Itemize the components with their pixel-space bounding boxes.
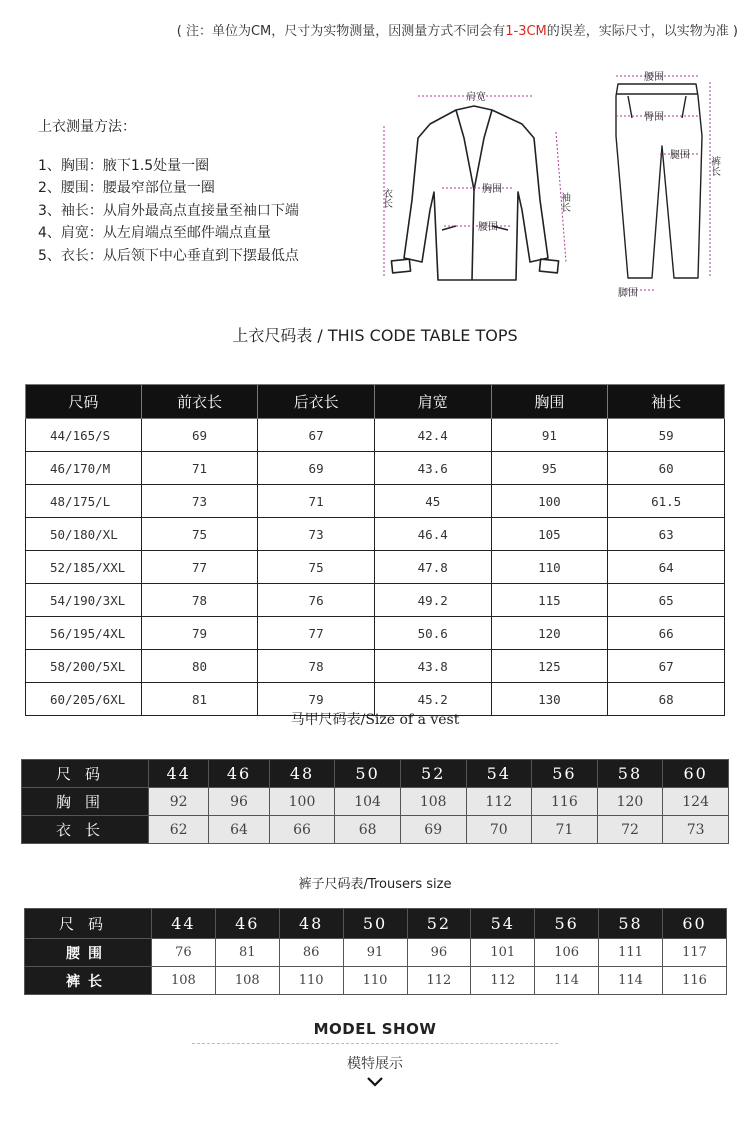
table-cell: 106 (535, 939, 599, 967)
table-row (26, 452, 725, 485)
table-cell: 116 (532, 788, 598, 816)
method-item: 3、袖长：从肩外最高点直接量至袖口下端 (38, 202, 299, 219)
table-cell: 92 (149, 788, 209, 816)
tops-header-cell: 肩宽 (374, 385, 491, 419)
table-cell: 120 (597, 788, 663, 816)
table-cell: 50.6 (374, 617, 491, 650)
measurement-note (0, 20, 738, 39)
table-cell: 68 (335, 816, 401, 844)
model-show-subtitle: 模特展示 (347, 1056, 403, 1072)
table-row (26, 419, 725, 452)
table-cell: 52/185/XXL (26, 551, 142, 584)
table-cell: 58 (597, 760, 663, 788)
table-row (26, 617, 725, 650)
table-cell: 108 (400, 788, 466, 816)
table-cell: 60 (663, 909, 727, 939)
table-cell: 79 (258, 683, 375, 716)
table-cell: 42.4 (374, 419, 491, 452)
pants-label-hip: 臀围 (644, 112, 664, 123)
table-cell: 108 (152, 967, 216, 995)
table-cell: 48/175/L (26, 485, 142, 518)
table-cell: 65 (608, 584, 725, 617)
tops-header-cell: 袖长 (608, 385, 725, 419)
table-cell: 45.2 (374, 683, 491, 716)
table-cell: 67 (608, 650, 725, 683)
table-cell: 78 (258, 650, 375, 683)
table-row (25, 909, 727, 939)
table-cell: 81 (141, 683, 258, 716)
method-item: 5、衣长：从后领下中心垂直到下摆最低点 (38, 247, 299, 264)
tops-table-title: 上衣尺码表 / THIS CODE TABLE TOPS (232, 326, 518, 345)
table-cell: 104 (335, 788, 401, 816)
table-cell: 76 (258, 584, 375, 617)
table-cell: 44 (152, 909, 216, 939)
note-highlight: 1-3CM (505, 24, 547, 39)
table-cell: 46/170/M (26, 452, 142, 485)
table-cell: 130 (491, 683, 608, 716)
table-cell: 61.5 (608, 485, 725, 518)
table-cell: 95 (491, 452, 608, 485)
table-cell: 105 (491, 518, 608, 551)
table-cell: 60 (663, 760, 729, 788)
table-cell: 46 (215, 909, 279, 939)
table-cell: 115 (491, 584, 608, 617)
model-show-title: MODEL SHOW (313, 1020, 437, 1038)
table-cell: 62 (149, 816, 209, 844)
table-cell: 54/190/3XL (26, 584, 142, 617)
jacket-label-sleeve: 袖长 (558, 192, 570, 212)
table-row (26, 485, 725, 518)
method-title: 上衣测量方法： (38, 119, 136, 135)
table-row (22, 760, 729, 788)
table-cell: 48 (269, 760, 335, 788)
table-cell: 71 (532, 816, 598, 844)
table-cell: 112 (471, 967, 535, 995)
table-cell: 117 (663, 939, 727, 967)
table-cell: 79 (141, 617, 258, 650)
table-cell: 50 (335, 760, 401, 788)
table-cell: 100 (491, 485, 608, 518)
table-cell: 71 (141, 452, 258, 485)
table-cell: 52 (407, 909, 471, 939)
table-cell: 64 (608, 551, 725, 584)
table-cell: 69 (258, 452, 375, 485)
pants-label-waist: 腰围 (644, 72, 664, 83)
vest-table-title: 马甲尺码表/Size of a vest (290, 712, 460, 728)
table-row (22, 788, 729, 816)
table-cell: 101 (471, 939, 535, 967)
jacket-label-waist: 腰围 (478, 222, 498, 233)
table-cell: 54 (471, 909, 535, 939)
table-cell: 100 (269, 788, 335, 816)
table-cell: 44 (149, 760, 209, 788)
table-row (26, 584, 725, 617)
table-cell: 66 (608, 617, 725, 650)
trousers-table-title: 裤子尺码表/Trousers size (298, 877, 452, 892)
table-row (25, 939, 727, 967)
table-cell: 120 (491, 617, 608, 650)
note-suffix: 的误差，实际尺寸，以实物为准 ) (546, 24, 738, 39)
tops-header-row (26, 385, 725, 419)
table-row (22, 816, 729, 844)
row-label: 尺码 (22, 760, 149, 788)
table-cell: 64 (209, 816, 269, 844)
method-item: 1、胸围：腋下1.5处量一圈 (38, 157, 210, 174)
table-cell: 69 (141, 419, 258, 452)
table-cell: 47.8 (374, 551, 491, 584)
table-cell: 80 (141, 650, 258, 683)
table-cell: 50/180/XL (26, 518, 142, 551)
method-item: 2、腰围：腰最窄部位量一圈 (38, 180, 215, 196)
table-cell: 66 (269, 816, 335, 844)
table-cell: 108 (215, 967, 279, 995)
table-cell: 86 (279, 939, 343, 967)
jacket-diagram (372, 80, 580, 298)
table-cell: 68 (608, 683, 725, 716)
table-cell: 73 (663, 816, 729, 844)
note-prefix: ( 注：单位为CM，尺寸为实物测量，因测量方式不同会有 (176, 24, 506, 39)
divider (192, 1043, 558, 1044)
table-cell: 114 (535, 967, 599, 995)
table-cell: 76 (152, 939, 216, 967)
table-cell: 46 (209, 760, 269, 788)
tops-header-cell: 胸围 (491, 385, 608, 419)
table-cell: 45 (374, 485, 491, 518)
table-cell: 72 (597, 816, 663, 844)
table-cell: 112 (466, 788, 532, 816)
table-cell: 116 (663, 967, 727, 995)
table-cell: 75 (141, 518, 258, 551)
table-cell: 114 (599, 967, 663, 995)
chevron-down-icon (366, 1076, 384, 1088)
table-cell: 71 (258, 485, 375, 518)
table-cell: 60/205/6XL (26, 683, 142, 716)
table-cell: 73 (141, 485, 258, 518)
table-row (26, 551, 725, 584)
tops-size-table (25, 384, 725, 716)
table-cell: 60 (608, 452, 725, 485)
table-cell: 69 (400, 816, 466, 844)
pants-label-length: 裤长 (708, 156, 720, 176)
table-cell: 78 (141, 584, 258, 617)
table-cell: 75 (258, 551, 375, 584)
tops-header-cell: 后衣长 (258, 385, 375, 419)
table-cell: 110 (279, 967, 343, 995)
jacket-label-chest: 胸围 (482, 184, 502, 195)
table-cell: 58/200/5XL (26, 650, 142, 683)
tops-header-cell: 前衣长 (141, 385, 258, 419)
table-cell: 44/165/S (26, 419, 142, 452)
table-row (25, 967, 727, 995)
table-cell: 46.4 (374, 518, 491, 551)
table-cell: 67 (258, 419, 375, 452)
table-cell: 52 (400, 760, 466, 788)
vest-size-table (21, 759, 729, 844)
table-row (26, 518, 725, 551)
row-label: 裤长 (25, 967, 152, 995)
tops-header-cell: 尺码 (26, 385, 142, 419)
table-cell: 96 (209, 788, 269, 816)
table-cell: 125 (491, 650, 608, 683)
pants-label-thigh: 腿围 (670, 150, 690, 161)
table-row (26, 650, 725, 683)
table-cell: 54 (466, 760, 532, 788)
row-label: 腰围 (25, 939, 152, 967)
table-cell: 81 (215, 939, 279, 967)
pants-diagram (600, 66, 728, 302)
table-cell: 56 (535, 909, 599, 939)
trousers-size-table (24, 908, 727, 995)
jacket-label-length: 衣长 (380, 188, 392, 208)
table-cell: 91 (343, 939, 407, 967)
table-cell: 111 (599, 939, 663, 967)
table-cell: 110 (491, 551, 608, 584)
row-label: 衣长 (22, 816, 149, 844)
pants-label-hem: 脚围 (618, 288, 638, 299)
jacket-label-shoulder: 肩宽 (466, 92, 486, 103)
row-label: 尺码 (25, 909, 152, 939)
table-cell: 48 (279, 909, 343, 939)
measurement-method (38, 116, 299, 267)
table-cell: 63 (608, 518, 725, 551)
table-cell: 56 (532, 760, 598, 788)
table-cell: 91 (491, 419, 608, 452)
table-cell: 96 (407, 939, 471, 967)
table-cell: 43.8 (374, 650, 491, 683)
table-cell: 56/195/4XL (26, 617, 142, 650)
table-cell: 58 (599, 909, 663, 939)
table-cell: 77 (141, 551, 258, 584)
table-cell: 49.2 (374, 584, 491, 617)
table-cell: 59 (608, 419, 725, 452)
row-label: 胸围 (22, 788, 149, 816)
table-cell: 43.6 (374, 452, 491, 485)
table-cell: 77 (258, 617, 375, 650)
table-cell: 73 (258, 518, 375, 551)
table-cell: 112 (407, 967, 471, 995)
table-cell: 124 (663, 788, 729, 816)
table-cell: 50 (343, 909, 407, 939)
method-item: 4、肩宽：从左肩端点至邮件端点直量 (38, 225, 271, 241)
table-cell: 110 (343, 967, 407, 995)
table-cell: 70 (466, 816, 532, 844)
